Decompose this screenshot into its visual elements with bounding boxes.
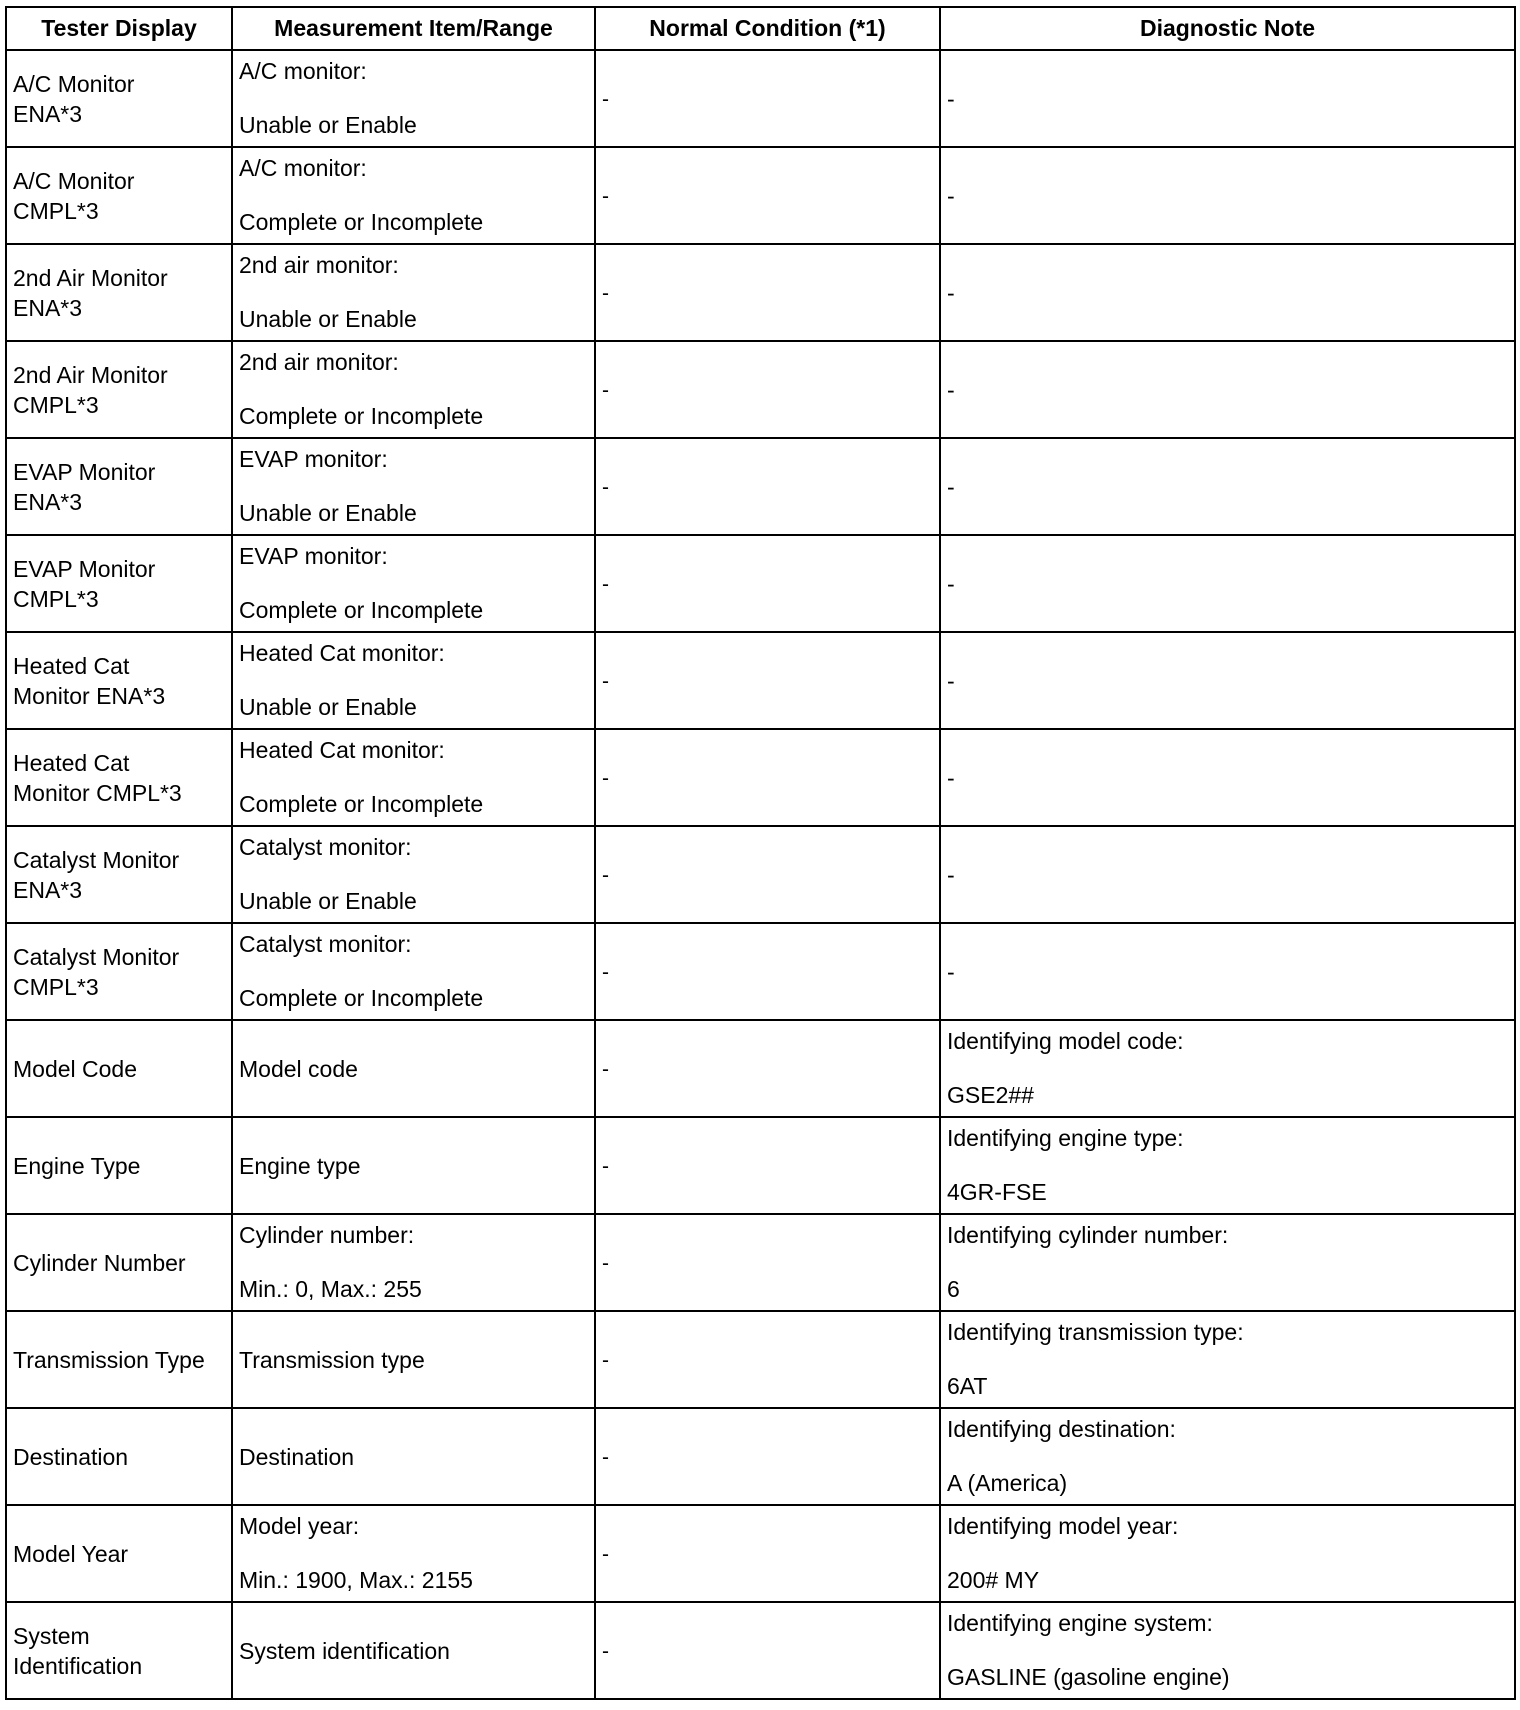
measurement-cell-line: 2nd air monitor: — [239, 349, 399, 375]
tester-display-cell — [6, 923, 232, 1020]
measurement-cell — [232, 1020, 595, 1117]
tester-display-cell-line: EVAP Monitor — [13, 458, 156, 485]
measurement-cell — [232, 1214, 595, 1311]
diagnostic-note-cell — [940, 50, 1515, 147]
diagnostic-note-cell — [940, 341, 1515, 438]
measurement-cell — [232, 244, 595, 341]
measurement-cell-line: EVAP monitor: — [239, 446, 388, 472]
tester-display-cell-line: Identification — [13, 1652, 143, 1679]
measurement-cell-line: 2nd air monitor: — [239, 252, 399, 278]
measurement-cell-line: Engine type — [239, 1152, 361, 1179]
normal-condition-cell — [595, 1408, 940, 1505]
tester-display-cell — [6, 1020, 232, 1117]
measurement-cell — [232, 147, 595, 244]
tester-display-cell — [6, 1214, 232, 1311]
table-row — [6, 1214, 1515, 1311]
measurement-cell — [232, 1311, 595, 1408]
tester-display-cell-line: Monitor CMPL*3 — [13, 779, 182, 806]
tester-display-cell-line: Model Code — [13, 1055, 138, 1082]
measurement-cell-line: Complete or Incomplete — [239, 985, 484, 1011]
diagnostic-note-cell-line: - — [947, 570, 955, 597]
tester-display-cell-line: Monitor ENA*3 — [13, 682, 166, 709]
measurement-cell — [232, 1408, 595, 1505]
table-row — [6, 438, 1515, 535]
tester-display-cell-line: A/C Monitor — [13, 167, 135, 194]
tester-display-cell-line: CMPL*3 — [13, 197, 99, 224]
normal-condition-value: - — [602, 184, 609, 208]
normal-condition-cell — [595, 535, 940, 632]
measurement-cell — [232, 438, 595, 535]
diagnostic-note-cell-line: A (America) — [947, 1470, 1068, 1496]
measurement-cell-line: Heated Cat monitor: — [239, 640, 445, 666]
diagnostic-note-cell — [940, 535, 1515, 632]
tester-display-cell — [6, 341, 232, 438]
diagnostic-note-cell — [940, 1311, 1515, 1408]
table-row — [6, 1505, 1515, 1602]
diagnostic-note-cell-line: Identifying transmission type: — [947, 1319, 1244, 1345]
table-row — [6, 147, 1515, 244]
tester-display-cell — [6, 147, 232, 244]
normal-condition-cell — [595, 1311, 940, 1408]
tester-display-cell — [6, 826, 232, 923]
tester-display-cell-line: EVAP Monitor — [13, 555, 156, 582]
normal-condition-cell — [595, 1117, 940, 1214]
tester-display-cell-line: 2nd Air Monitor — [13, 361, 168, 388]
diagnostic-note-cell-line: - — [947, 667, 955, 694]
tester-display-cell — [6, 535, 232, 632]
normal-condition-value: - — [602, 475, 609, 499]
measurement-cell — [232, 50, 595, 147]
measurement-cell-line: Catalyst monitor: — [239, 834, 412, 860]
normal-condition-value: - — [602, 669, 609, 693]
measurement-cell-line: Complete or Incomplete — [239, 403, 484, 429]
diagnostic-note-cell-line: - — [947, 861, 955, 888]
diagnostic-note-cell-line: 6AT — [947, 1373, 988, 1399]
measurement-cell — [232, 923, 595, 1020]
tester-display-cell-line: CMPL*3 — [13, 391, 99, 418]
diagnostic-note-cell — [940, 1602, 1515, 1699]
page — [5, 6, 1516, 1700]
column-header-measurement: Measurement Item/Range — [232, 7, 595, 50]
diagnostic-note-cell-line: Identifying destination: — [947, 1416, 1176, 1442]
measurement-cell-line: Unable or Enable — [239, 306, 417, 332]
diagnostic-note-cell — [940, 1505, 1515, 1602]
measurement-cell-line: Catalyst monitor: — [239, 931, 412, 957]
measurement-cell — [232, 826, 595, 923]
tester-display-cell-line: 2nd Air Monitor — [13, 264, 168, 291]
tester-display-cell-line: CMPL*3 — [13, 973, 99, 1000]
table-body — [6, 50, 1515, 1699]
table-row — [6, 1117, 1515, 1214]
diagnostic-note-cell — [940, 923, 1515, 1020]
tester-display-cell — [6, 50, 232, 147]
tester-display-cell — [6, 244, 232, 341]
tester-display-cell — [6, 632, 232, 729]
tester-display-cell — [6, 1311, 232, 1408]
tester-display-cell-line: Model Year — [13, 1540, 129, 1567]
tester-display-cell — [6, 1602, 232, 1699]
measurement-cell-line: Unable or Enable — [239, 500, 417, 526]
diagnostic-note-cell-line: Identifying cylinder number: — [947, 1222, 1229, 1248]
tester-display-cell-line: ENA*3 — [13, 488, 83, 515]
measurement-cell-line: A/C monitor: — [239, 58, 367, 84]
table-row — [6, 1311, 1515, 1408]
tester-display-cell-line: ENA*3 — [13, 100, 83, 127]
diagnostic-note-cell-line: Identifying model code: — [947, 1028, 1184, 1054]
measurement-cell-line: EVAP monitor: — [239, 543, 388, 569]
tester-display-cell-line: ENA*3 — [13, 294, 83, 321]
tester-display-cell — [6, 1505, 232, 1602]
diagnostic-note-cell — [940, 1020, 1515, 1117]
table-row — [6, 341, 1515, 438]
diagnostic-note-cell-line: 4GR-FSE — [947, 1179, 1047, 1205]
normal-condition-value: - — [602, 378, 609, 402]
measurement-cell-line: Transmission type — [239, 1346, 425, 1373]
tester-display-cell — [6, 438, 232, 535]
measurement-cell-line: Complete or Incomplete — [239, 791, 484, 817]
normal-condition-value: - — [602, 1057, 609, 1081]
diagnostic-note-cell — [940, 244, 1515, 341]
measurement-cell — [232, 729, 595, 826]
table-row — [6, 826, 1515, 923]
diagnostic-note-cell — [940, 147, 1515, 244]
normal-condition-value: - — [602, 960, 609, 984]
normal-condition-cell — [595, 1214, 940, 1311]
measurement-cell-line: Min.: 1900, Max.: 2155 — [239, 1567, 473, 1593]
diagnostic-note-cell — [940, 632, 1515, 729]
measurement-cell-line: Unable or Enable — [239, 888, 417, 914]
diagnostic-note-cell-line: - — [947, 958, 955, 985]
tester-display-cell-line: Transmission Type — [13, 1346, 205, 1373]
measurement-cell-line: Cylinder number: — [239, 1222, 415, 1248]
measurement-cell — [232, 535, 595, 632]
diagnostic-note-cell-line: - — [947, 279, 955, 306]
normal-condition-cell — [595, 1020, 940, 1117]
tester-display-cell-line: Catalyst Monitor — [13, 943, 180, 970]
measurement-cell-line: Destination — [239, 1443, 355, 1470]
tester-display-cell-line: CMPL*3 — [13, 585, 99, 612]
normal-condition-cell — [595, 1505, 940, 1602]
diagnostic-note-cell-line: GSE2## — [947, 1082, 1034, 1108]
table-row — [6, 632, 1515, 729]
table-row — [6, 50, 1515, 147]
measurement-cell-line: Model code — [239, 1055, 358, 1082]
measurement-cell — [232, 1505, 595, 1602]
normal-condition-value: - — [602, 1251, 609, 1275]
table-row — [6, 1020, 1515, 1117]
normal-condition-cell — [595, 729, 940, 826]
diagnostic-note-cell — [940, 1408, 1515, 1505]
normal-condition-cell — [595, 826, 940, 923]
table-row — [6, 535, 1515, 632]
normal-condition-value: - — [602, 1154, 609, 1178]
measurement-cell-line: System identification — [239, 1637, 450, 1664]
measurement-cell-line: Unable or Enable — [239, 694, 417, 720]
tester-display-cell-line: Engine Type — [13, 1152, 141, 1179]
diagnostic-note-cell-line: 200# MY — [947, 1567, 1040, 1593]
tester-display-cell — [6, 729, 232, 826]
normal-condition-value: - — [602, 1445, 609, 1469]
normal-condition-cell — [595, 1602, 940, 1699]
normal-condition-value: - — [602, 863, 609, 887]
column-header-normal-condition: Normal Condition (*1) — [595, 7, 940, 50]
table-row — [6, 1602, 1515, 1699]
tester-display-cell-line: A/C Monitor — [13, 70, 135, 97]
diagnostic-note-cell-line: Identifying engine type: — [947, 1125, 1184, 1151]
diagnostic-note-cell-line: - — [947, 764, 955, 791]
diagnostic-note-cell — [940, 438, 1515, 535]
normal-condition-cell — [595, 632, 940, 729]
normal-condition-cell — [595, 923, 940, 1020]
diagnostic-note-cell — [940, 729, 1515, 826]
normal-condition-cell — [595, 244, 940, 341]
normal-condition-value: - — [602, 572, 609, 596]
measurement-cell — [232, 1117, 595, 1214]
normal-condition-cell — [595, 50, 940, 147]
normal-condition-value: - — [602, 1639, 609, 1663]
diagnostic-note-cell-line: Identifying model year: — [947, 1513, 1179, 1539]
diagnostic-note-cell-line: Identifying engine system: — [947, 1610, 1213, 1636]
diagnostic-note-cell-line: 6 — [947, 1276, 960, 1302]
measurement-cell — [232, 1602, 595, 1699]
normal-condition-value: - — [602, 1348, 609, 1372]
table-row — [6, 244, 1515, 341]
tester-display-cell-line: System — [13, 1622, 90, 1649]
diagnostic-note-cell-line: - — [947, 85, 955, 112]
diagnostic-note-cell-line: GASLINE (gasoline engine) — [947, 1664, 1230, 1690]
table-row — [6, 729, 1515, 826]
measurement-cell-line: Heated Cat monitor: — [239, 737, 445, 763]
measurement-cell-line: Min.: 0, Max.: 255 — [239, 1276, 422, 1302]
tester-display-cell — [6, 1117, 232, 1214]
diagnostic-note-cell-line: - — [947, 182, 955, 209]
normal-condition-cell — [595, 147, 940, 244]
normal-condition-cell — [595, 341, 940, 438]
tester-display-cell-line: Cylinder Number — [13, 1249, 186, 1276]
measurement-cell-line: Complete or Incomplete — [239, 209, 484, 235]
tester-display-cell — [6, 1408, 232, 1505]
diagnostic-note-cell — [940, 1117, 1515, 1214]
measurement-cell — [232, 632, 595, 729]
tester-display-cell-line: Destination — [13, 1443, 129, 1470]
measurement-cell — [232, 341, 595, 438]
tester-display-cell-line: ENA*3 — [13, 876, 83, 903]
table-row — [6, 923, 1515, 1020]
data-table — [5, 6, 1516, 1700]
measurement-cell-line: Unable or Enable — [239, 112, 417, 138]
tester-display-cell-line: Heated Cat — [13, 652, 130, 679]
table-row — [6, 1408, 1515, 1505]
header-row — [6, 7, 1515, 50]
tester-display-cell-line: Catalyst Monitor — [13, 846, 180, 873]
diagnostic-note-cell — [940, 1214, 1515, 1311]
column-header-tester-display: Tester Display — [6, 7, 232, 50]
normal-condition-value: - — [602, 281, 609, 305]
measurement-cell-line: Complete or Incomplete — [239, 597, 484, 623]
normal-condition-cell — [595, 438, 940, 535]
diagnostic-note-cell — [940, 826, 1515, 923]
normal-condition-value: - — [602, 87, 609, 111]
diagnostic-note-cell-line: - — [947, 376, 955, 403]
measurement-cell-line: A/C monitor: — [239, 155, 367, 181]
measurement-cell-line: Model year: — [239, 1513, 360, 1539]
normal-condition-value: - — [602, 1542, 609, 1566]
diagnostic-note-cell-line: - — [947, 473, 955, 500]
normal-condition-value: - — [602, 766, 609, 790]
column-header-diagnostic-note: Diagnostic Note — [940, 7, 1515, 50]
tester-display-cell-line: Heated Cat — [13, 749, 130, 776]
